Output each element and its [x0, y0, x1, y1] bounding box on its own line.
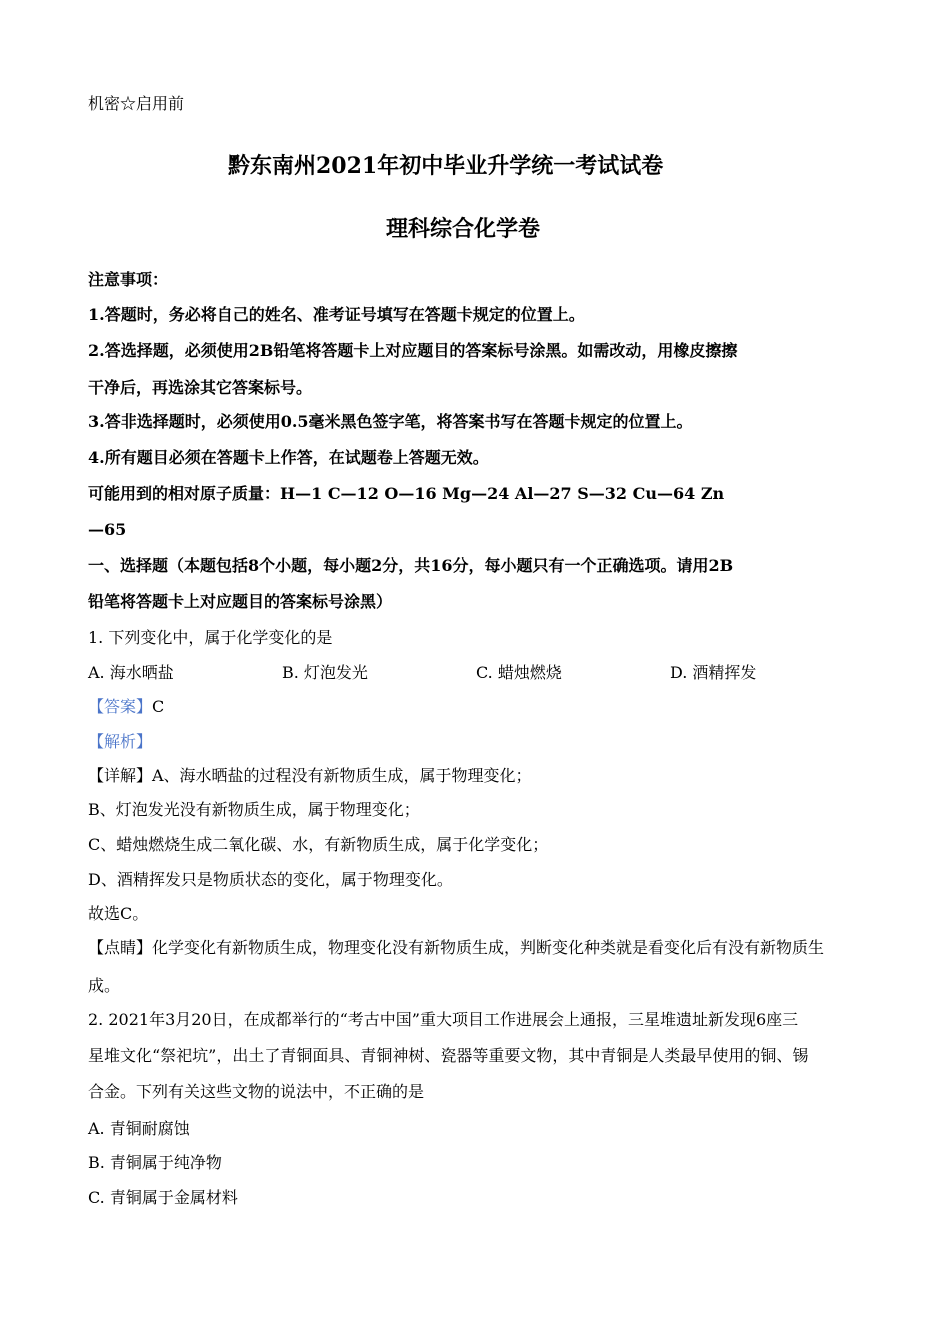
comment-line: 【点睛】化学变化有新物质生成，物理变化没有新物质生成，判断变化种类就是看变化后有没有新物质生: [88, 938, 825, 957]
atomic-mass-line-cont: —65: [88, 520, 127, 539]
notice-item-2-cont: 干净后，再选涂其它答案标号。: [88, 378, 313, 397]
detail-line-4: D、酒精挥发只是物质状态的变化，属于物理变化。: [88, 870, 453, 889]
question-2-stem-3: 合金。下列有关这些文物的说法中，不正确的是: [88, 1082, 425, 1101]
atomic-mass-line: 可能用到的相对原子质量：H—1 C—12 O—16 Mg—24 Al—27 S—32 Cu—64 Zn: [88, 484, 725, 503]
answer-value: C: [152, 697, 165, 716]
notice-item-1: 1.答题时，务必将自己的姓名、准考证号填写在答题卡规定的位置上。: [88, 305, 585, 324]
question-2-option-c: C. 青铜属于金属材料: [88, 1188, 238, 1207]
answer-line: [88, 697, 164, 717]
comment-line-cont: 成。: [88, 976, 121, 995]
detail-line-3: C、蜡烛燃烧生成二氧化碳、水，有新物质生成，属于化学变化；: [88, 835, 549, 854]
exam-title: 黔东南州2021年初中毕业升学统一考试试卷: [228, 153, 664, 179]
question-2-option-a: A. 青铜耐腐蚀: [88, 1119, 190, 1138]
question-2-stem-1: 2. 2021年3月20日，在成都举行的“考古中国”重大项目工作进展会上通报，三星堆遗址新发现6座三: [88, 1010, 799, 1029]
question-2-option-b: B. 青铜属于纯净物: [88, 1153, 222, 1172]
question-1-option-c: C. 蜡烛燃烧: [476, 663, 562, 682]
section-heading-cont: 铅笔将答题卡上对应题目的答案标号涂黑）: [88, 592, 393, 611]
question-1-option-b: B. 灯泡发光: [282, 663, 368, 682]
exam-subtitle: 理科综合化学卷: [386, 216, 541, 242]
answer-tag: 【答案】: [88, 697, 153, 716]
question-1-option-d: D. 酒精挥发: [670, 663, 757, 682]
detail-line-1: 【详解】A、海水晒盐的过程没有新物质生成，属于物理变化；: [88, 766, 532, 785]
question-2-stem-2: 星堆文化“祭祀坑”，出土了青铜面具、青铜神树、瓷器等重要文物，其中青铜是人类最早使用的铜、锡: [88, 1046, 809, 1065]
confidential-label: 机密☆启用前: [88, 94, 185, 113]
section-heading: 一、选择题（本题包括8个小题，每小题2分，共16分，每小题只有一个正确选项。请用2B: [88, 556, 734, 575]
notice-item-2: 2.答选择题，必须使用2B铅笔将答题卡上对应题目的答案标号涂黑。如需改动，用橡皮擦擦: [88, 341, 738, 360]
question-1-option-a: A. 海水晒盐: [88, 663, 174, 682]
question-1-stem: 1. 下列变化中，属于化学变化的是: [88, 628, 333, 647]
detail-line-5: 故选C。: [88, 904, 149, 923]
analysis-tag: 【解析】: [88, 732, 153, 751]
notice-heading: 注意事项：: [88, 270, 169, 289]
notice-item-3: 3.答非选择题时，必须使用0.5毫米黑色签字笔，将答案书写在答题卡规定的位置上。: [88, 412, 693, 431]
detail-line-2: B、灯泡发光没有新物质生成，属于物理变化；: [88, 800, 420, 819]
notice-item-4: 4.所有题目必须在答题卡上作答，在试题卷上答题无效。: [88, 448, 489, 467]
